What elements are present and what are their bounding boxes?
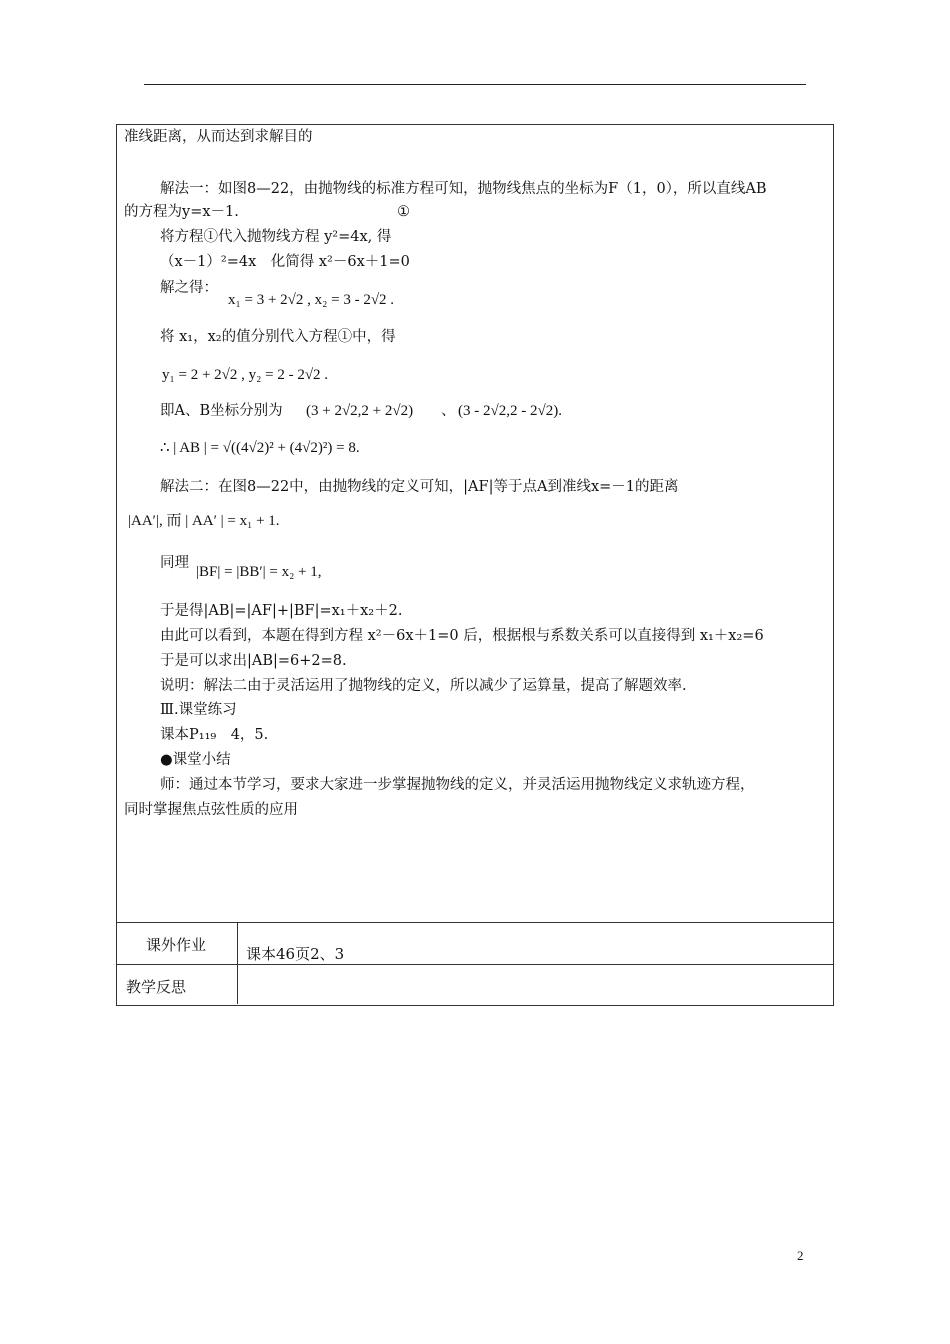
section-heading: Ⅲ.课堂练习 — [160, 702, 237, 718]
equation-marker: ① — [397, 204, 410, 220]
header-rule — [144, 84, 806, 85]
page-number: 2 — [797, 1248, 804, 1263]
text-line: 将 x₁，x₂的值分别代入方程①中，得 — [160, 329, 396, 345]
text-line: 解之得： — [160, 280, 218, 296]
text-line: 、 — [441, 403, 456, 419]
row-divider-reflection — [117, 964, 833, 965]
text-line: 即A、B坐标分别为 — [160, 403, 283, 419]
math-formula: (3 - 2√2,2 - 2√2). — [458, 403, 562, 419]
math-formula: |AA′|, 而 | AA′ | = x₁ + 1. — [128, 513, 280, 529]
text-line: （x－1）²=4x 化简得 x²－6x＋1=0 — [160, 254, 410, 270]
math-formula: x₁ = 3 + 2√2 , x₂ = 3 - 2√2 . — [228, 292, 395, 308]
homework-value: 课本46页2、3 — [246, 945, 345, 963]
text-line: 准线距离，从而达到求解目的 — [124, 129, 313, 145]
text-line: 同理 — [160, 555, 189, 571]
text-line: 说明：解法二由于灵活运用了抛物线的定义，所以减少了运算量，提高了解题效率. — [160, 678, 687, 694]
row-divider-homework — [117, 922, 833, 923]
text-line: 课本P₁₁₉ 4，5. — [160, 727, 269, 743]
math-formula: y₁ = 2 + 2√2 , y₂ = 2 - 2√2 . — [162, 367, 329, 383]
text-line: 解法二：在图8—22中，由抛物线的定义可知，|AF|等于点A到准线x=－1的距离 — [160, 479, 679, 495]
math-formula: (3 + 2√2,2 + 2√2) — [306, 403, 414, 419]
text-line: 解法一：如图8—22，由抛物线的标准方程可知，抛物线焦点的坐标为F（1，0），所以直线AB — [160, 181, 767, 197]
column-divider — [237, 922, 238, 1004]
text-line: 的方程为y=x－1. — [124, 204, 239, 220]
text-line: 同时掌握焦点弦性质的应用 — [124, 802, 298, 818]
text-line: 师：通过本节学习，要求大家进一步掌握抛物线的定义，并灵活运用抛物线定义求轨迹方程， — [160, 777, 755, 793]
homework-label: 课外作业 — [146, 936, 207, 954]
section-heading: ●课堂小结 — [160, 752, 231, 768]
text-line: 于是可以求出|AB|=6+2=8. — [160, 653, 347, 669]
math-formula: |BF| = |BB′| = x₂ + 1, — [196, 564, 322, 580]
text-line: 由此可以看到，本题在得到方程 x²－6x＋1=0 后，根据根与系数关系可以直接得到 x₁＋x₂=6 — [160, 628, 764, 644]
text-line: 将方程①代入抛物线方程 y²=4x, 得 — [160, 229, 392, 245]
text-line: 于是得|AB|=|AF|+|BF|=x₁＋x₂＋2. — [160, 603, 403, 619]
math-formula: ∴ | AB | = √((4√2)² + (4√2)²) = 8. — [160, 440, 360, 456]
reflection-label: 教学反思 — [126, 978, 187, 996]
